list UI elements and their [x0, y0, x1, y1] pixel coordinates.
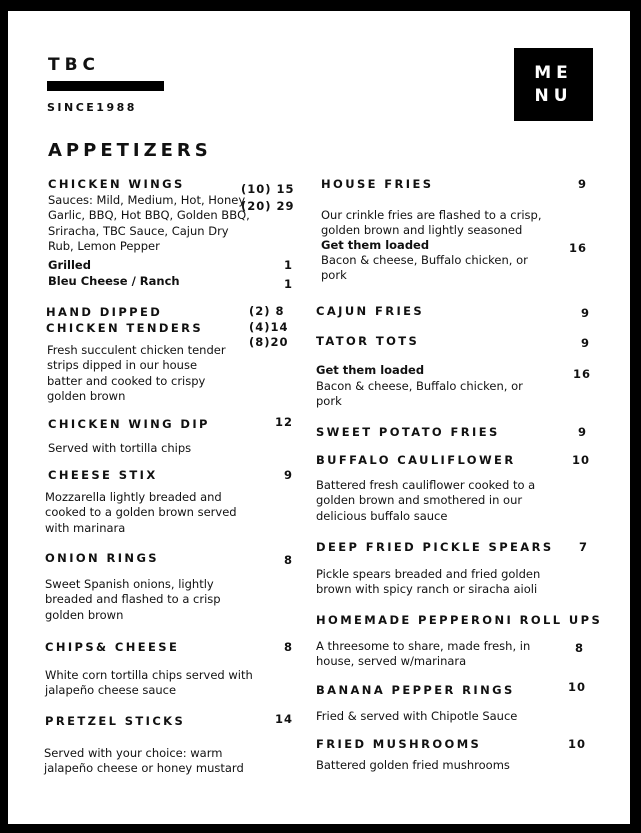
addon-tots-loaded-desc: Bacon & cheese, Buffalo chicken, or pork: [316, 379, 523, 409]
item-price-tenders-2: (2) 8: [249, 304, 285, 318]
addon-tots-loaded-label: Get them loaded: [316, 363, 425, 377]
section-title: APPETIZERS: [48, 140, 212, 161]
item-price-chips-cheese: 8: [284, 640, 294, 654]
item-price-cheese-stix: 9: [284, 468, 294, 482]
item-desc-banana-pepper-rings: Fried & served with Chipotle Sauce: [316, 709, 518, 723]
item-name-pickle-spears: DEEP FRIED PICKLE SPEARS: [316, 540, 554, 554]
item-name-tenders-line2: CHICKEN TENDERS: [46, 321, 204, 335]
item-price-house-fries: 9: [578, 177, 588, 191]
item-name-sweet-potato-fries: SWEET POTATO FRIES: [316, 425, 500, 439]
addon-grilled-price: 1: [284, 258, 294, 272]
brand-underline-bar: [47, 81, 164, 91]
item-price-wing-dip: 12: [275, 415, 294, 429]
item-desc-fried-mushrooms: Battered golden fried mushrooms: [316, 758, 510, 772]
addon-grilled-label: Grilled: [48, 258, 91, 272]
item-price-sweet-potato-fries: 9: [578, 425, 588, 439]
item-name-onion-rings: ONION RINGS: [45, 551, 159, 565]
addon-bleu-label: Bleu Cheese / Ranch: [48, 274, 180, 288]
item-price-cajun-fries: 9: [581, 306, 591, 320]
item-desc-tenders: Fresh succulent chicken tender strips dipped in our house batter and cooked to crispy golden brown: [47, 343, 226, 403]
addon-bleu-price: 1: [284, 277, 294, 291]
item-desc-pretzel-sticks: Served with your choice: warm jalapeño cheese or honey mustard: [44, 746, 244, 776]
item-price-fried-mushrooms: 10: [568, 737, 587, 751]
menu-logo-line2: NU: [534, 86, 573, 106]
item-price-onion-rings: 8: [284, 553, 294, 567]
item-name-banana-pepper-rings: BANANA PEPPER RINGS: [316, 683, 515, 697]
addon-fries-loaded-desc: Bacon & cheese, Buffalo chicken, or pork: [321, 253, 528, 283]
menu-page: [8, 11, 630, 824]
item-price-pickle-spears: 7: [579, 540, 589, 554]
item-price-tenders-8: (8)20: [249, 335, 289, 349]
item-desc-buffalo-cauliflower: Battered fresh cauliflower cooked to a golden brown and smothered in our delicious buffalo sauce: [316, 478, 536, 523]
addon-fries-loaded-price: 16: [569, 241, 588, 255]
item-name-pretzel-sticks: PRETZEL STICKS: [45, 714, 186, 728]
menu-logo-line1: ME: [534, 63, 573, 83]
addon-tots-loaded-price: 16: [573, 367, 592, 381]
item-name-cajun-fries: CAJUN FRIES: [316, 304, 425, 318]
item-name-chicken-wings: CHICKEN WINGS: [48, 177, 185, 191]
item-price-pretzel-sticks: 14: [275, 712, 294, 726]
item-price-wings-10: (10) 15: [241, 182, 295, 196]
item-name-tenders-line1: HAND DIPPED: [46, 305, 163, 319]
item-desc-pickle-spears: Pickle spears breaded and fried golden brown with spicy ranch or siracha aioli: [316, 567, 541, 597]
item-name-fried-mushrooms: FRIED MUSHROOMS: [316, 737, 482, 751]
item-desc-chips-cheese: White corn tortilla chips served with jalapeño cheese sauce: [45, 668, 253, 698]
menu-logo-box: [514, 48, 593, 121]
item-name-house-fries: HOUSE FRIES: [321, 177, 434, 191]
item-price-banana-pepper-rings: 10: [568, 680, 587, 694]
item-price-buffalo-cauliflower: 10: [572, 453, 591, 467]
item-name-wing-dip: CHICKEN WING DIP: [48, 417, 210, 431]
since-label: SINCE1988: [47, 101, 137, 114]
brand-name: TBC: [48, 55, 101, 75]
item-name-cheese-stix: CHEESE STIX: [48, 468, 158, 482]
addon-fries-loaded-label: Get them loaded: [321, 238, 430, 252]
item-name-pepperoni-roll-ups: HOMEMADE PEPPERONI ROLL UPS: [316, 613, 603, 627]
item-name-chips-cheese: CHIPS& CHEESE: [45, 640, 180, 654]
item-price-wings-20: (20) 29: [241, 199, 295, 213]
item-desc-chicken-wings: Sauces: Mild, Medium, Hot, Honey Garlic, BBQ, Hot BBQ, Golden BBQ, Sriracha, TBC Sauce, Cajun Dry Rub, Lemon Pepper: [48, 193, 250, 253]
item-name-tator-tots: TATOR TOTS: [316, 334, 420, 348]
item-desc-wing-dip: Served with tortilla chips: [48, 441, 192, 455]
item-desc-cheese-stix: Mozzarella lightly breaded and cooked to a golden brown served with marinara: [45, 490, 237, 535]
item-price-tenders-4: (4)14: [249, 320, 289, 334]
item-desc-pepperoni-roll-ups: A threesome to share, made fresh, in house, served w/marinara: [316, 639, 531, 669]
item-desc-house-fries: Our crinkle fries are flashed to a crisp, golden brown and lightly seasoned: [321, 208, 542, 238]
item-desc-onion-rings: Sweet Spanish onions, lightly breaded and flashed to a crisp golden brown: [45, 577, 221, 622]
item-name-buffalo-cauliflower: BUFFALO CAULIFLOWER: [316, 453, 516, 467]
item-price-pepperoni-roll-ups: 8: [575, 641, 585, 655]
item-price-tator-tots: 9: [581, 336, 591, 350]
